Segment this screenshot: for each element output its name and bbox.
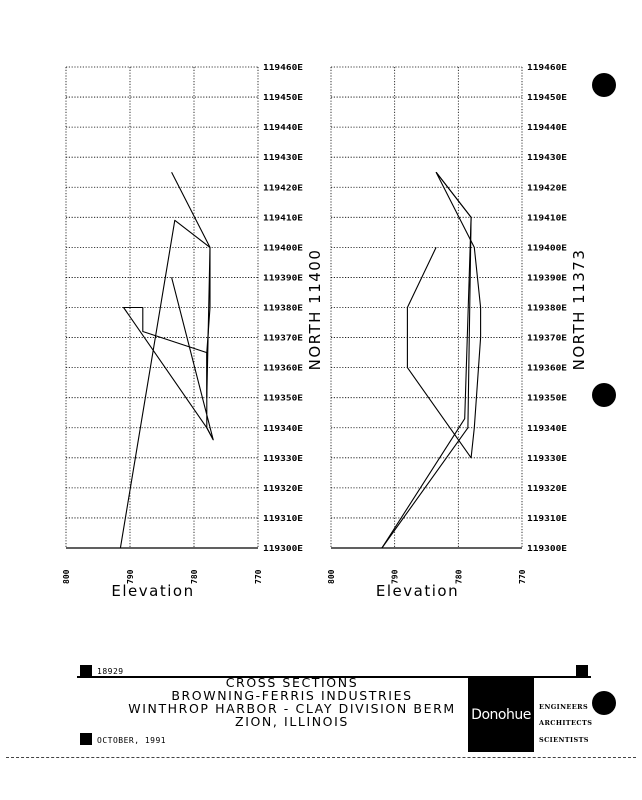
- firm-line-3: SCIENTISTS: [539, 736, 589, 744]
- left-y-tick-label: 119310E: [263, 513, 304, 523]
- left-profile-line: [172, 172, 214, 440]
- left-y-tick-label: 119340E: [263, 423, 304, 433]
- right-y-tick-label: 119400E: [527, 243, 568, 253]
- left-y-tick-label: 119350E: [263, 393, 304, 403]
- right-y-tick-label: 119410E: [527, 213, 568, 223]
- right-y-tick-label: 119340E: [527, 423, 568, 433]
- drawing-date: OCTOBER, 1991: [97, 736, 167, 745]
- right-y-tick-label: 119460E: [527, 63, 568, 72]
- right-section-title: NORTH 11373: [570, 248, 588, 371]
- right-y-tick-label: 119450E: [527, 93, 568, 103]
- title-line-3: WINTHROP HARBOR - CLAY DIVISION BERM: [128, 701, 456, 716]
- title-block: [77, 660, 591, 752]
- right-y-tick-label: 119390E: [527, 273, 568, 283]
- right-y-tick-label: 119320E: [527, 483, 568, 493]
- left-y-tick-label: 119380E: [263, 303, 304, 313]
- right-y-tick-label: 119330E: [527, 453, 568, 463]
- left-y-tick-label: 119360E: [263, 363, 304, 373]
- left-section-title: NORTH 11400: [306, 248, 324, 371]
- binder-hole-top: [592, 73, 616, 97]
- title-line-2: BROWNING-FERRIS INDUSTRIES: [171, 688, 413, 703]
- left-y-tick-label: 119420E: [263, 183, 304, 193]
- right-y-tick-label: 119370E: [527, 333, 568, 343]
- right-x-axis-label: Elevation: [375, 582, 460, 600]
- left-x-tick-label: 770: [254, 569, 263, 584]
- right-y-tick-label: 119360E: [527, 363, 568, 373]
- project-number: 18929: [97, 667, 124, 676]
- binder-hole-middle: [592, 383, 616, 407]
- left-y-tick-label: 119400E: [263, 243, 304, 253]
- left-y-tick-label: 119410E: [263, 213, 304, 223]
- right-x-tick-label: 770: [518, 569, 527, 584]
- right-y-tick-label: 119310E: [527, 513, 568, 523]
- right-y-tick-label: 119440E: [527, 123, 568, 133]
- right-x-tick-label: 790: [390, 569, 400, 584]
- left-y-tick-label: 119370E: [263, 333, 304, 343]
- left-x-tick-label: 780: [190, 569, 199, 584]
- left-y-tick-label: 119450E: [263, 93, 304, 103]
- left-y-tick-label: 119440E: [263, 123, 304, 133]
- right-y-tick-label: 119300E: [527, 544, 568, 553]
- title-block-corner-mark: [80, 733, 92, 745]
- firm-line-1: ENGINEERS: [539, 703, 589, 711]
- right-x-tick-label: 780: [454, 569, 464, 584]
- right-x-tick-label: 800: [327, 569, 336, 584]
- title-block-corner-mark: [80, 665, 92, 677]
- left-y-tick-label: 119300E: [263, 544, 304, 553]
- right-profile-line: [382, 172, 471, 548]
- right-y-tick-label: 119380E: [527, 303, 568, 313]
- binder-hole-bottom: [592, 691, 616, 715]
- left-y-tick-label: 119320E: [263, 483, 304, 493]
- firm-line-2: ARCHITECTS: [539, 719, 593, 727]
- left-y-tick-label: 119430E: [263, 153, 304, 163]
- left-y-tick-label: 119390E: [263, 273, 304, 283]
- scan-artifact-line: [6, 757, 636, 758]
- left-x-tick-label: 800: [62, 569, 71, 584]
- right-y-tick-label: 119430E: [527, 153, 568, 163]
- right-y-tick-label: 119350E: [527, 393, 568, 403]
- title-block-corner-mark: [576, 665, 588, 677]
- right-profile-line: [382, 172, 471, 548]
- title-line-4: ZION, ILLINOIS: [235, 714, 349, 729]
- donohue-logo: Donohue: [468, 678, 534, 752]
- left-x-axis-label: Elevation: [111, 582, 195, 600]
- right-y-tick-label: 119420E: [527, 183, 568, 193]
- title-line-1: CROSS SECTIONS: [225, 675, 359, 690]
- left-y-tick-label: 119330E: [263, 453, 304, 463]
- left-y-tick-label: 119460E: [263, 63, 304, 72]
- left-x-tick-label: 790: [126, 569, 135, 584]
